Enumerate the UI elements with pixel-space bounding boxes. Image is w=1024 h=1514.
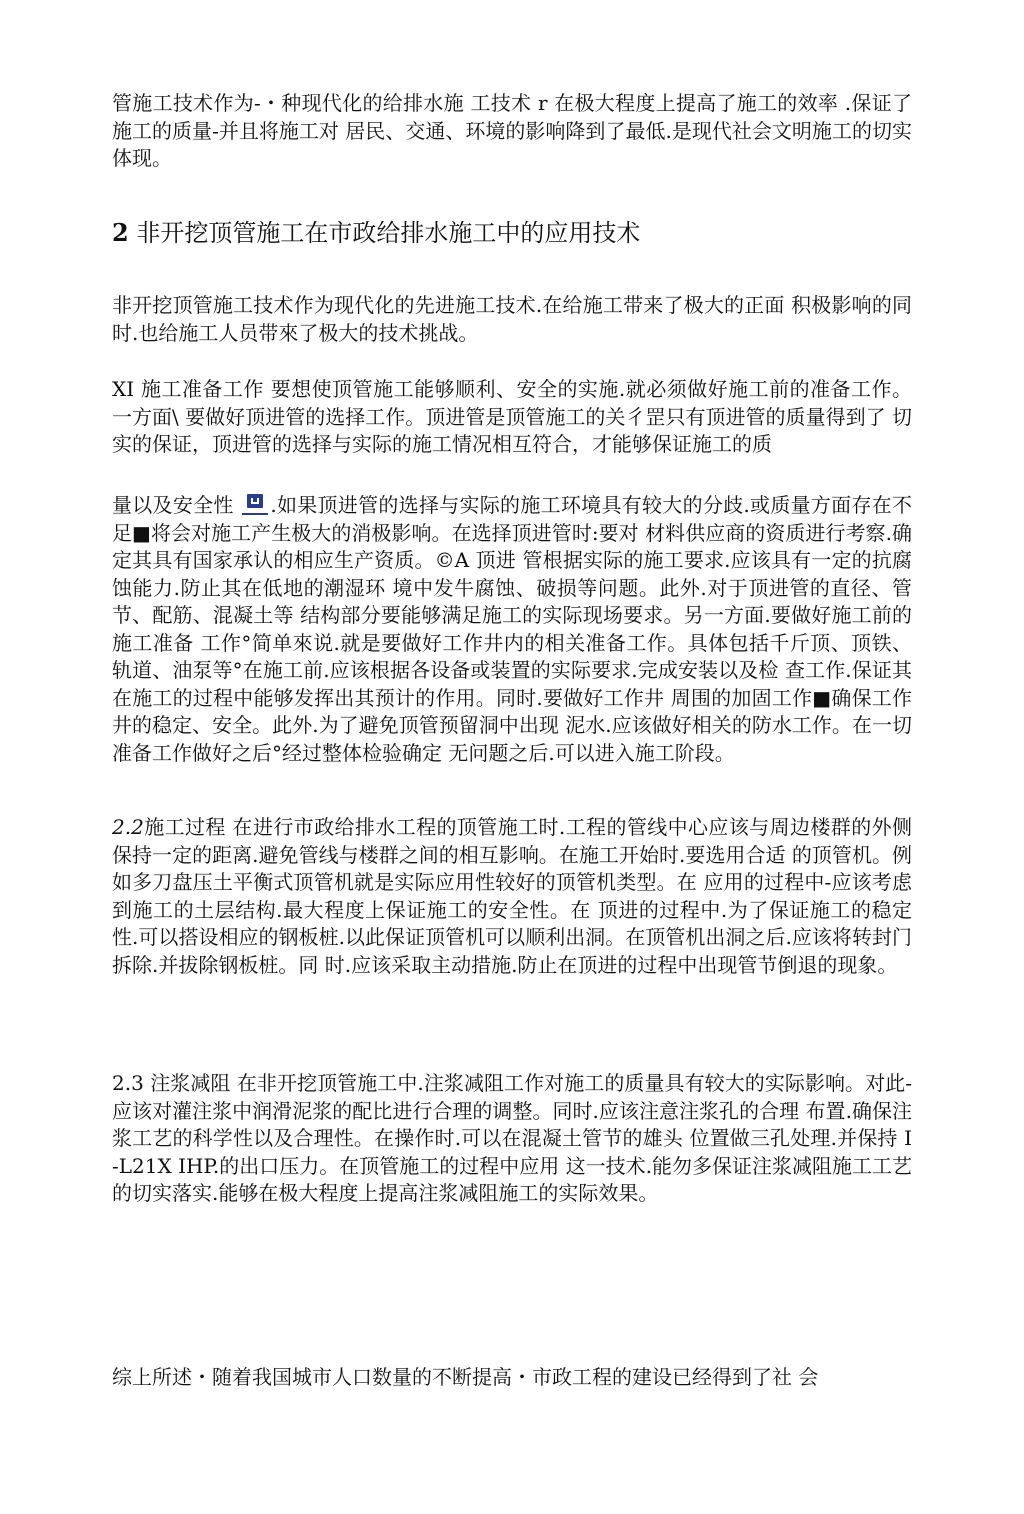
preparation-paragraph-part2: [112, 492, 912, 767]
process-paragraph: [112, 814, 912, 979]
process-section-number: 2.2: [112, 815, 144, 839]
section-title: 非开挖顶管施工在市政给排水施工中的应用技术: [128, 219, 641, 247]
intro-paragraph: 管施工技术作为-・种现代化的给排水施 工技术 r 在极大程度上提高了施工的效率 .保证了施工的质量-并且将施工对 居民、交通、环境的影响降到了最低.是现代社会文明施工的切实体现。: [112, 91, 912, 170]
conclusion-paragraph: 综上所述・随着我国城市人口数量的不断提高・市政工程的建设已经得到了社 会: [112, 1365, 819, 1389]
process-body-text: 施工过程 在进行市政给排水工程的顶管施工时.工程的管线中心应该与周边楼群的外侧 保持一定的距离.避免管线与楼群之间的相互影响。在施工开始时.要选用合适 的顶管机。例如多刀盘压土平衡式顶管机就是实际应用性较好的顶管机类型。在 应用的过程中-应该考虑到施工的土层结构.最大程度上保证施工的安全性。在 顶进的过程中.为了保证施工的稳定性.可以搭设相应的钢板桩.以此保证顶管机可以顺利出洞。在顶管机出洞之后.应该将转封门拆除.并拔除钢板桩。同 时.应该采取主动措施.防止在顶进的过程中出现管节倒退的现象。: [112, 815, 912, 977]
section-number: 2: [112, 218, 129, 247]
grouting-paragraph: 2.3 注浆减阻 在非开挖顶管施工中.注浆减阻工作对施工的质量具有较大的实际影响。对此- 应该对灌注浆中润滑泥浆的配比进行合理的调整。同时.应该注意注浆孔的合理 布置.确保注浆工艺的科学性以及合理性。在操作时.可以在混凝土管节的雄头 位置做三孔处理.并保持 I-L21X IHP.的出口压力。在顶管施工的过程中应用 这一技术.能勿多保证注浆减阻施工工艺的切实落实.能够在极大程度上提高注浆减阻施工的实际效果。: [112, 1071, 912, 1205]
image-placeholder-icon: [242, 493, 268, 515]
preparation-lead-text: 量以及安全性: [112, 493, 241, 517]
overview-paragraph: 非开挖顶管施工技术作为现代化的先进施工技术.在给施工带来了极大的正面 积极影响的同时.也给施工人员带來了极大的技术挑战。: [112, 293, 912, 345]
preparation-body-text: .如果顶进管的选择与实际的施工环境具有较大的分歧.或质量方面存在不足■将会对施工产生极大的消极影响。在选择顶进管时:要对 材料供应商的资质进行考察.确定其具有国家承认的相应生产资质。©A 顶进 管根据实际的施工要求.应该具有一定的抗腐蚀能力.防止其在低地的潮湿环 境中发牛腐蚀、破损等问题。此外.对于顶进管的直径、管节、配筋、混凝土等 结构部分要能够满足施工的实际现场要求。另一方面.要做好施工前的施工准备 工作°简单來说.就是要做好工作井内的相关准备工作。具体包括千斤顶、顶铁、 轨道、油泵等°在施工前.应该根据各设备或装置的实际要求.完成安装以及检 查工作.保证其在施工的过程中能够发挥出其预计的作用。同时.要做好工作井 周围的加固工作■确保工作井的稳定、安全。此外.为了避免顶管预留洞中出现 泥水.应该做好相关的防水工作。在一切准备工作做好之后°经过整体检验确定 无问题之后.可以进入施工阶段。: [112, 493, 913, 765]
section-heading: [112, 216, 912, 250]
preparation-paragraph-part1: XI 施工准备工作 要想使顶管施工能够顺利、安全的实施.就必须做好施工前的准备工作。一方面\ 要做好顶进管的选择工作。顶进管是顶管施工的关彳罡只有顶进管的质量得到了 切实的保证，顶进管的选择与实际的施工情况相互符合，才能够保证施工的质: [112, 377, 912, 456]
